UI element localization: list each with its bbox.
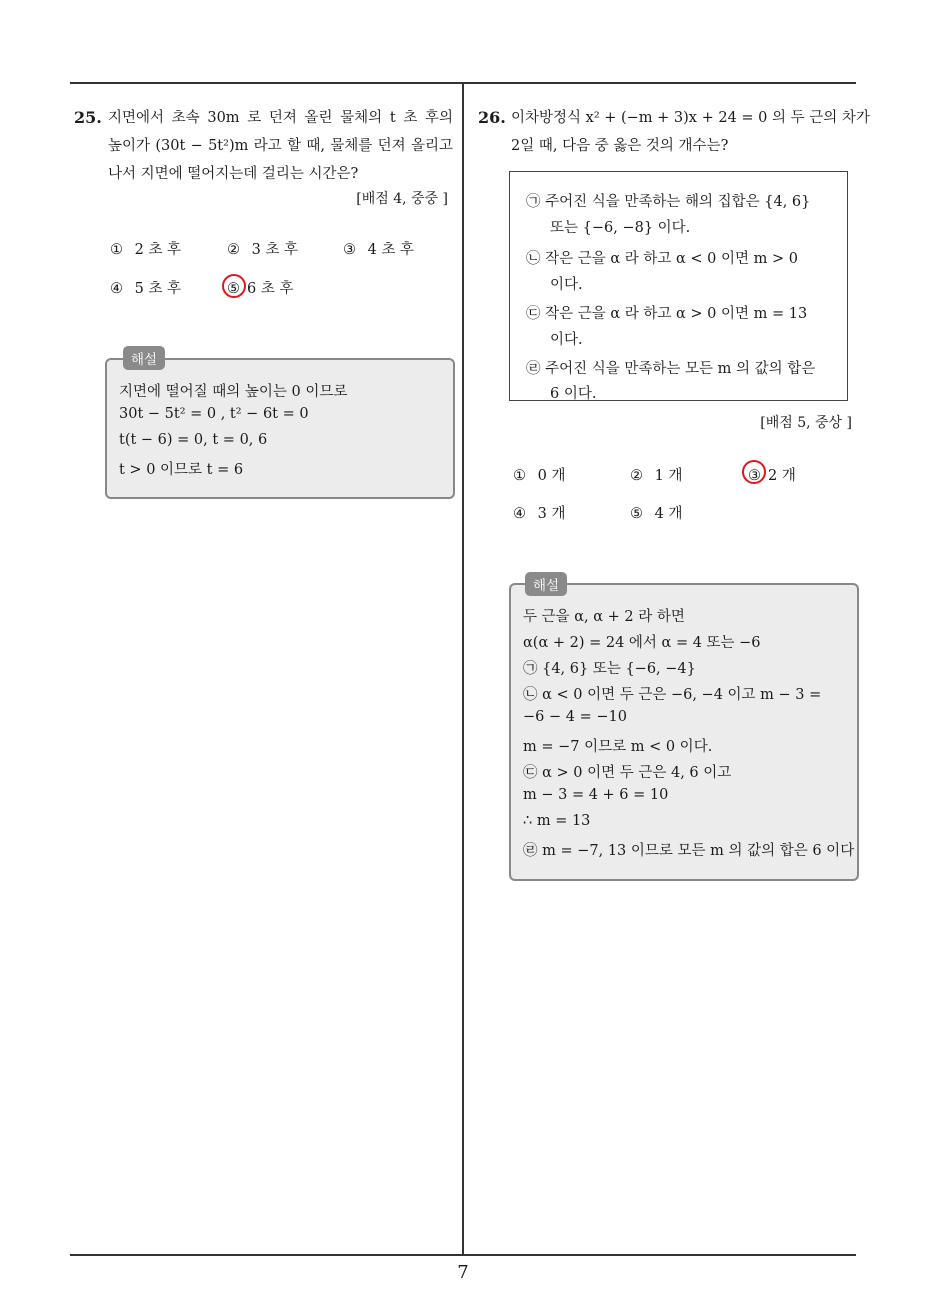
solution-line: 두 근을 α, α + 2 라 하면	[523, 609, 685, 625]
statement-line: 6 이다.	[550, 386, 597, 402]
solution-line: ∴ m = 13	[523, 813, 591, 829]
statement-line: ㉣ 주어진 식을 만족하는 모든 m 의 값의 합은	[526, 361, 816, 377]
solution-badge: 해설	[525, 572, 567, 596]
q26-choice-4[interactable]	[513, 502, 565, 523]
question-25-text	[108, 104, 453, 188]
choice-text: 4 개	[654, 506, 683, 522]
q25-solution-box	[105, 352, 455, 499]
q26-choice-5[interactable]	[630, 502, 682, 523]
choice-mark: ④	[513, 506, 526, 522]
choice-text: 5 초 후	[134, 281, 182, 297]
choice-text: 2 개	[768, 468, 796, 484]
question-26-score: [배점 5, 중상 ]	[760, 415, 852, 431]
choice-mark: ⑤	[630, 506, 643, 522]
q25-choice-2[interactable]	[227, 238, 298, 259]
choice-mark: ③	[748, 468, 761, 484]
choice-mark: ③	[343, 242, 356, 258]
question-26-line: 2일 때, 다음 중 옳은 것의 개수는?	[511, 138, 729, 154]
solution-line: ㉠ {4, 6} 또는 {−6, −4}	[523, 661, 696, 677]
solution-line: m − 3 = 4 + 6 = 10	[523, 787, 669, 803]
question-25-line: 나서 지면에 떨어지는데 걸리는 시간은?	[108, 166, 359, 182]
statement-line: 또는 {−6, −8} 이다.	[550, 220, 691, 236]
choice-text: 3 초 후	[251, 242, 299, 258]
solution-line: t > 0 이므로 t = 6	[119, 462, 244, 478]
question-25-number: 25.	[74, 108, 102, 127]
question-26-text	[511, 104, 870, 160]
q25-choice-1[interactable]	[110, 238, 181, 259]
q25-choice-3[interactable]	[343, 238, 414, 259]
choice-mark: ②	[227, 242, 240, 258]
choice-mark: ④	[110, 281, 123, 297]
choice-mark: ②	[630, 468, 643, 484]
page-number: 7	[457, 1262, 469, 1283]
choice-text: 4 초 후	[367, 242, 415, 258]
question-26-line: 이차방정식 x² + (−m + 3)x + 24 = 0 의 두 근의 차가	[511, 110, 870, 126]
q26-choice-2[interactable]	[630, 464, 682, 485]
q26-solution-box	[509, 578, 859, 881]
solution-badge: 해설	[123, 346, 165, 370]
question-25-line: 높이가 (30t − 5t²)m 라고 할 때, 물체를 던져 올리고	[108, 138, 453, 154]
choice-mark: ①	[513, 468, 526, 484]
solution-line: ㉢ α > 0 이면 두 근은 4, 6 이고	[523, 765, 732, 781]
solution-line: ㉡ α < 0 이면 두 근은 −6, −4 이고 m − 3 =	[523, 687, 822, 703]
statement-line: ㉡ 작은 근을 α 라 하고 α < 0 이면 m > 0	[526, 251, 798, 267]
choice-text: 1 개	[654, 468, 683, 484]
choice-text: 0 개	[537, 468, 566, 484]
q25-choice-4[interactable]	[110, 277, 181, 298]
solution-line: t(t − 6) = 0, t = 0, 6	[119, 432, 268, 448]
statement-line: 이다.	[550, 277, 583, 293]
question-25-score: [배점 4, 중중 ]	[356, 191, 448, 207]
answer-circle-mark	[222, 274, 246, 298]
solution-line: 지면에 떨어질 때의 높이는 0 이므로	[119, 384, 348, 400]
bottom-rule	[70, 1254, 856, 1256]
statement-line: ㉢ 작은 근을 α 라 하고 α > 0 이면 m = 13	[526, 306, 808, 322]
choice-mark: ①	[110, 242, 123, 258]
solution-line: −6 − 4 = −10	[523, 709, 627, 725]
question-25-line: 지면에서 초속 30m 로 던져 올린 물체의 t 초 후의	[108, 110, 453, 126]
choice-text: 2 초 후	[134, 242, 182, 258]
q26-statement-box	[509, 171, 848, 401]
choice-text: 3 개	[537, 506, 566, 522]
solution-line: α(α + 2) = 24 에서 α = 4 또는 −6	[523, 635, 761, 651]
solution-line: ㉣ m = −7, 13 이므로 모든 m 의 값의 합은 6 이다	[523, 843, 855, 859]
statement-line: ㉠ 주어진 식을 만족하는 해의 집합은 {4, 6}	[526, 194, 811, 210]
choice-text: 6 초 후	[247, 281, 294, 297]
statement-line: 이다.	[550, 332, 583, 348]
q26-choice-1[interactable]	[513, 464, 565, 485]
solution-line: 30t − 5t² = 0 , t² − 6t = 0	[119, 406, 309, 422]
answer-circle-mark	[742, 460, 766, 484]
choice-mark: ⑤	[227, 281, 240, 297]
column-divider	[462, 82, 464, 1255]
solution-line: m = −7 이므로 m < 0 이다.	[523, 739, 713, 755]
question-26-number: 26.	[478, 108, 506, 127]
